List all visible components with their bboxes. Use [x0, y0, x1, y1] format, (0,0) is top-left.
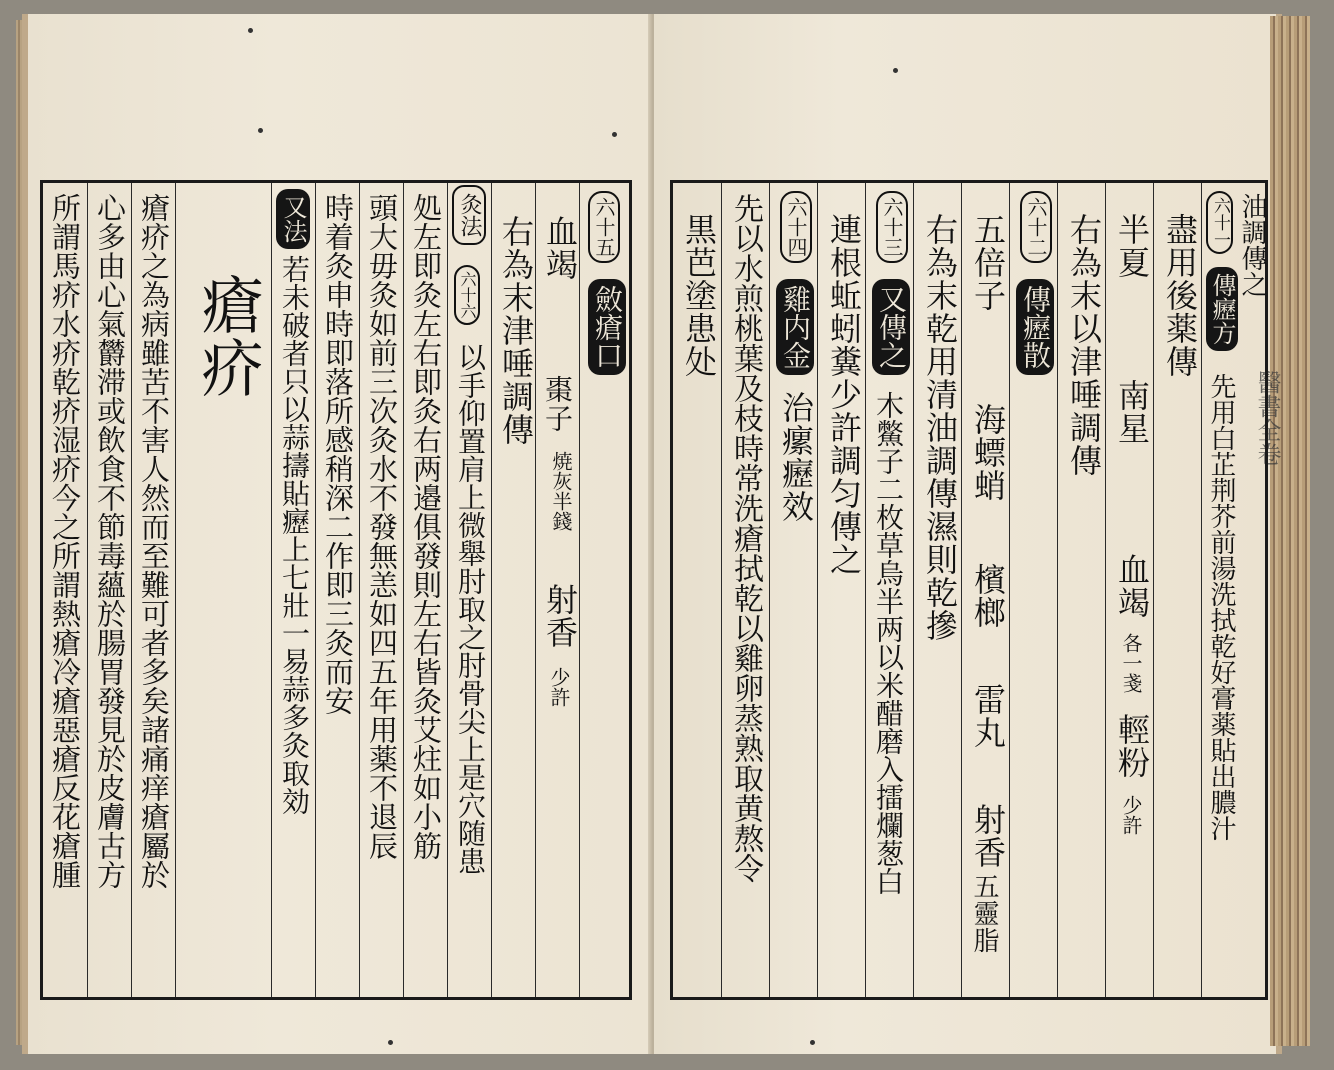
column-r7 [961, 183, 1009, 997]
column-l8 [447, 183, 491, 997]
column-text: 時着灸申時即落所感稍深二作即三灸而安 [321, 193, 355, 715]
column-text: 若未破者只以蒜擣貼癧上七壯一易蒜多灸取効 [278, 255, 311, 815]
item-number: 六十一 [1206, 191, 1233, 254]
column-l9 [491, 183, 535, 997]
column-text: 棗子 [541, 375, 574, 433]
column-text: 治瘰癧效 [777, 391, 815, 523]
worm-hole [248, 28, 253, 33]
item-number: 六十五 [588, 191, 620, 263]
column-note: 少許 [547, 667, 571, 707]
column-note: 少許 [1119, 795, 1143, 835]
column-text: 右為末乾用清油調傳濕則乾摻 [921, 213, 959, 642]
column-l3 [131, 183, 175, 997]
column-text: 油調傳之 [1237, 193, 1267, 297]
column-note: 各一戔 [1119, 633, 1143, 693]
item-number: 六十四 [780, 191, 812, 263]
column-text: 五倍子 [969, 213, 1007, 312]
column-l11 [579, 183, 629, 997]
column-l2 [87, 183, 131, 997]
column-l10 [535, 183, 579, 997]
margin-bleed-text: 醫書全卷 [1253, 370, 1281, 466]
column-text: 頭大毋灸如前三次灸水不發無恙如四五年用薬不退辰 [365, 193, 399, 860]
column-title [175, 183, 271, 997]
column-text: 盡用後薬傳 [1161, 213, 1199, 378]
column-r3 [1153, 183, 1201, 997]
column-text: 心多由心氣欝滞或飲食不節毒蘊於腸胃發見於皮膚古方 [93, 193, 127, 889]
column-text: 連根蚯蚓糞少許調匀傳之 [825, 213, 863, 576]
column-r4 [1105, 183, 1153, 997]
heading-label: 傳癧方 [1206, 267, 1238, 351]
column-r2 [1201, 183, 1265, 997]
column-r10 [817, 183, 865, 997]
column-r9 [865, 183, 913, 997]
column-text: 先用白芷荆芥前湯洗拭乾好膏薬貼出膿汁 [1206, 373, 1236, 841]
item-number: 六十三 [876, 191, 908, 263]
item-number: 六十六 [454, 265, 480, 325]
column-text: 先以水煎桃葉及枝時常洗瘡拭乾以雞卵蒸熟取黄熬令 [728, 193, 763, 883]
worm-hole [810, 1040, 815, 1045]
right-page-edge [1270, 16, 1310, 1046]
column-text: 瘡疥之為病雖苦不害人然而至難可者多矣諸痛痒瘡屬於 [137, 193, 171, 889]
column-r5 [1057, 183, 1105, 997]
column-text: 射香 [969, 803, 1007, 869]
column-text: 以手仰置肩上微舉肘取之肘骨尖上是穴随患 [454, 343, 487, 875]
column-l7 [403, 183, 447, 997]
column-text: 処左即灸左右即灸右两邉俱發則左右皆灸艾炷如小筋 [409, 193, 443, 860]
column-text: 右為末津唾調傳 [497, 215, 535, 446]
column-note: 焼灰半錢 [549, 451, 573, 531]
column-r13 [673, 183, 721, 997]
worm-hole [258, 128, 263, 133]
heading-label: 斂瘡口 [588, 279, 626, 375]
column-l4 [271, 183, 315, 997]
column-l5 [315, 183, 359, 997]
item-number: 六十二 [1020, 191, 1052, 263]
worm-hole [893, 68, 898, 73]
heading-label: 灸法 [452, 185, 486, 245]
column-r8 [913, 183, 961, 997]
worm-hole [388, 1040, 393, 1045]
column-text: 檳榔 [969, 563, 1007, 629]
column-text: 右為末以津唾調傳 [1065, 213, 1103, 477]
column-text: 血竭 [1113, 553, 1151, 619]
column-text: 輕粉 [1113, 713, 1151, 779]
section-title: 瘡疥 [191, 273, 264, 399]
column-text: 血竭 [541, 215, 579, 281]
column-text: 木鱉子二枚草烏半两以米醋磨入擂爛葱白 [872, 391, 905, 895]
column-text: 南星 [1113, 379, 1151, 445]
column-l1 [43, 183, 87, 997]
column-r11 [769, 183, 817, 997]
column-text: 所謂馬疥水疥乾疥湿疥今之所謂熱瘡冷瘡惡瘡反花瘡腫 [48, 193, 82, 889]
column-l6 [359, 183, 403, 997]
column-text: 雷丸 [969, 683, 1007, 749]
column-text: 射香 [541, 583, 579, 649]
heading-label: 又法 [276, 189, 310, 249]
column-text: 五靈脂 [969, 873, 999, 954]
column-r6 [1009, 183, 1057, 997]
column-text: 海螵蛸 [969, 403, 1007, 502]
column-r12 [721, 183, 769, 997]
heading-label: 又傳之 [872, 279, 910, 375]
left-text-frame [40, 180, 632, 1000]
column-text: 半夏 [1113, 213, 1151, 279]
worm-hole [612, 132, 617, 137]
column-text: 黒芭塗患处 [680, 213, 718, 378]
heading-label: 傳癧散 [1016, 279, 1054, 375]
right-text-frame [670, 180, 1268, 1000]
heading-label: 雞内金 [776, 279, 814, 375]
